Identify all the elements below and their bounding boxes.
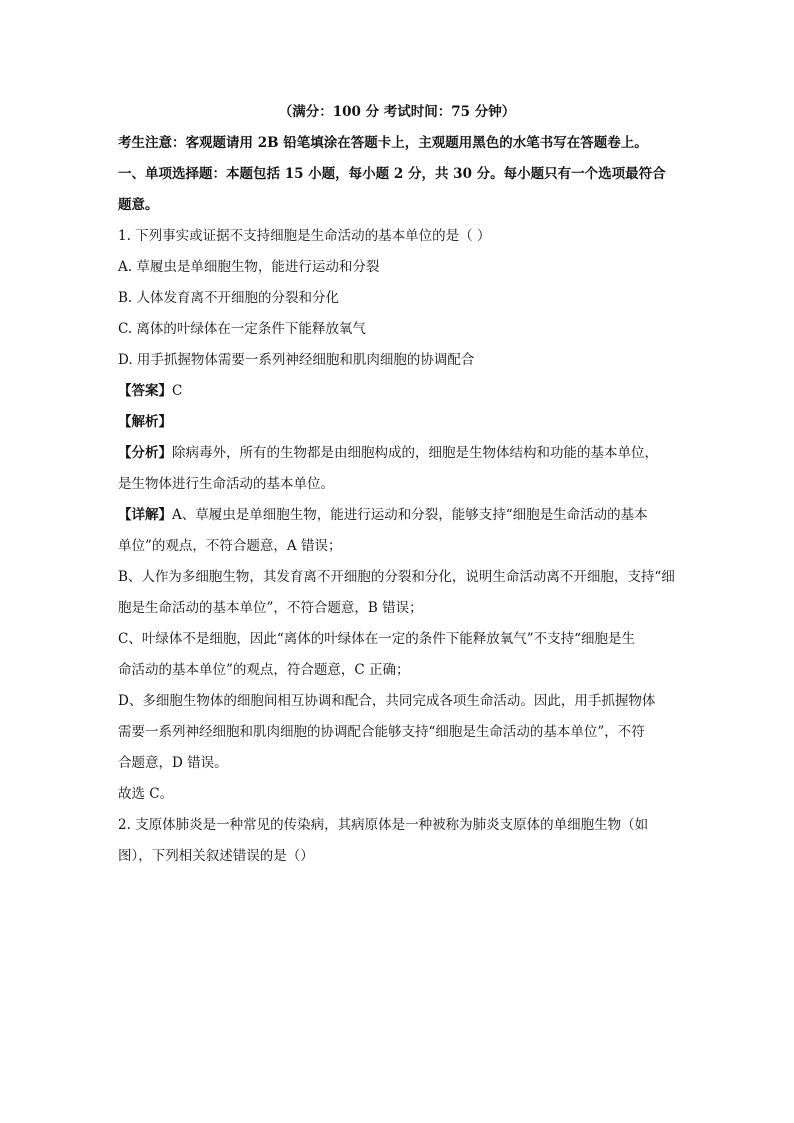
detail-line-2: 单位”的观点，不符合题意，A 错误； <box>118 538 342 554</box>
question-1-stem: 1. 下列事实或证据不支持细胞是生命活动的基本单位的是（ ） <box>118 228 491 244</box>
question-2-stem-cont: 图），下列相关叙述错误的是（） <box>118 848 314 864</box>
detail-line-4: 胞是生命活动的基本单位”，不符合题意，B 错误； <box>118 600 423 616</box>
detail-line-9: 合题意，D 错误。 <box>118 755 228 771</box>
conclusion: 故选 C。 <box>118 786 174 802</box>
detail-line-7: D、多细胞生物体的细胞间相互协调和配合，共同完成各项生命活动。因此，用手抓握物体 <box>118 693 656 709</box>
detail-text: A、草履虫是单细胞生物，能进行运动和分裂，能够支持“细胞是生命活动的基本 <box>172 507 648 523</box>
detail-line-3: B、人作为多细胞生物，其发育离不开细胞的分裂和分化，说明生命活动离不开细胞，支持“细 <box>118 569 675 585</box>
analysis-heading <box>118 413 172 431</box>
exam-info: （满分：100 分 考试时间：75 分钟） <box>278 104 516 120</box>
detail-line-8: 需要一系列神经细胞和肌肉细胞的协调配合能够支持“细胞是生命活动的基本单位”，不符 <box>118 724 645 740</box>
fenxi-tag: 【分析】 <box>118 445 172 461</box>
xiangjie-tag: 【详解】 <box>118 507 172 523</box>
section-title-cont: 题意。 <box>118 197 159 213</box>
analysis-tag: 【解析】 <box>118 414 172 430</box>
answer-tag: 【答案】 <box>118 383 172 399</box>
fenxi-text: 除病毒外，所有的生物都是由细胞构成的，细胞是生物体结构和功能的基本单位， <box>172 445 658 461</box>
answer-line <box>118 382 182 400</box>
answer-value: C <box>172 383 183 399</box>
question-1-option-b: B. 人体发育离不开细胞的分裂和分化 <box>118 290 340 306</box>
fenxi-line-1 <box>118 444 658 462</box>
question-2-stem: 2. 支原体肺炎是一种常见的传染病，其病原体是一种被称为肺炎支原体的单细胞生物（如 <box>118 817 649 833</box>
section-title: 一、单项选择题：本题包括 15 小题，每小题 2 分，共 30 分。每小题只有一个选项最符合 <box>118 166 666 182</box>
question-1-option-a: A. 草履虫是单细胞生物，能进行运动和分裂 <box>118 259 380 275</box>
notice: 考生注意：客观题请用 2B 铅笔填涂在答题卡上，主观题用黑色的水笔书写在答题卷上。 <box>118 135 648 151</box>
question-1-option-d: D. 用手抓握物体需要一系列神经细胞和肌肉细胞的协调配合 <box>118 352 475 368</box>
fenxi-line-2: 是生物体进行生命活动的基本单位。 <box>118 476 334 492</box>
detail-line-5: C、叶绿体不是细胞，因此“离体的叶绿体在一定的条件下能释放氧气”不支持“细胞是生 <box>118 631 636 647</box>
detail-line-6: 命活动的基本单位”的观点，符合题意，C 正确； <box>118 662 410 678</box>
detail-line-1 <box>118 506 648 524</box>
question-1-option-c: C. 离体的叶绿体在一定条件下能释放氧气 <box>118 321 366 337</box>
